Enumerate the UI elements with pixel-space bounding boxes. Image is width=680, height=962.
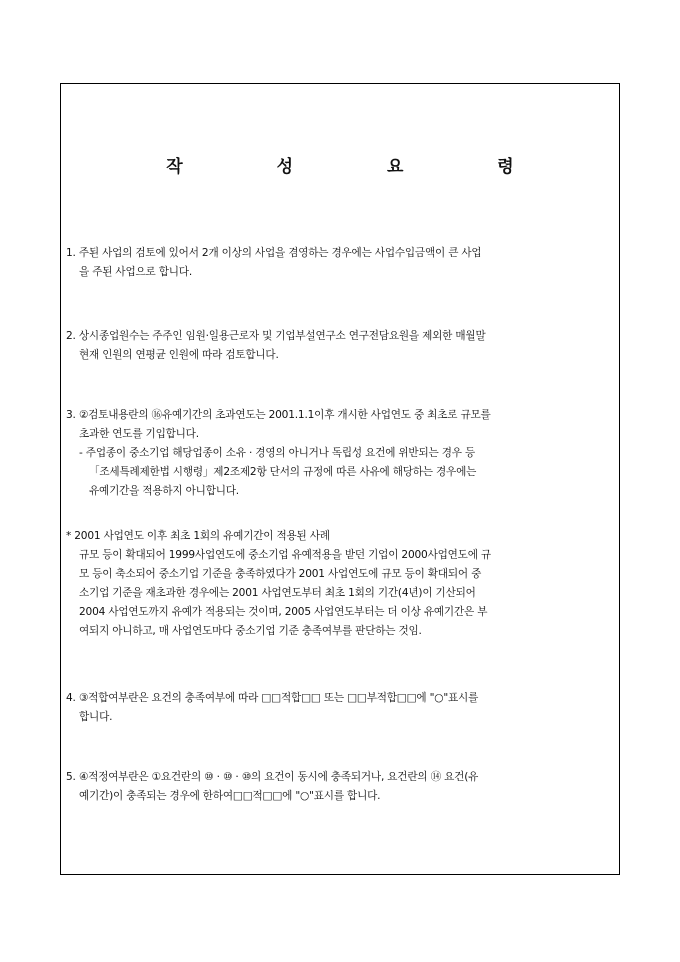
note-line-2: 규모 등이 확대되어 1999사업연도에 중소기업 유예적용을 받던 기업이 2000사업연도에 규 [79,549,491,561]
instruction-item-4 [66,689,614,727]
example-note [66,527,614,641]
page-title: 작 성 요 령 [166,157,558,177]
instruction-item-2 [66,327,614,365]
item-5-line-1: 5. ④적정여부란은 ①요건란의 ⑩ · ⑩ · ⑩의 요건이 동시에 충족되거나, 요건란의 ⑭ 요건(유 [66,771,479,783]
note-line-1: * 2001 사업연도 이후 최초 1회의 유예기간이 적용된 사례 [66,530,330,542]
instruction-item-1 [66,244,614,282]
note-line-4: 소기업 기준을 재초과한 경우에는 2001 사업연도부터 최초 1회의 기간(4년)이 기산되어 [79,587,476,599]
item-3-line-1: 3. ②검토내용란의 ⑯유예기간의 초과연도는 2001.1.1이후 개시한 사업연도 중 최초로 규모를 [66,409,491,421]
instruction-item-5 [66,768,614,806]
item-4-line-1: 4. ③적합여부란은 요건의 충족여부에 따라 □□적합□□ 또는 □□부적합□□에 "○"표시를 [66,692,479,704]
item-1-line-2: 을 주된 사업으로 합니다. [79,266,193,278]
item-3-line-2: 초과한 연도를 기입합니다. [79,428,199,440]
item-3-sub-line-1: - 주업종이 중소기업 해당업종이 소유 · 경영의 아니거나 독립성 요건에 위반되는 경우 등 [79,447,475,459]
item-4-line-2: 합니다. [79,711,113,723]
item-5-line-2: 예기간)이 충족되는 경우에 한하여□□적□□에 "○"표시를 합니다. [79,790,381,802]
instruction-item-3 [66,406,614,501]
note-line-3: 모 등이 축소되어 중소기업 기준을 충족하였다가 2001 사업연도에 규모 등이 확대되어 중 [79,568,482,580]
item-2-line-2: 현재 인원의 연평균 인원에 따라 검토합니다. [79,349,279,361]
note-line-5: 2004 사업연도까지 유예가 적용되는 것이며, 2005 사업연도부터는 더 이상 유예기간은 부 [79,606,488,618]
item-3-sub-line-2: 「조세특례제한법 시행령」제2조제2항 단서의 규정에 따른 사유에 해당하는 경우에는 [89,466,477,478]
item-2-line-1: 2. 상시종업원수는 주주인 임원·일용근로자 및 기업부설연구소 연구전담요원을 제외한 매월말 [66,330,486,342]
item-1-line-1: 1. 주된 사업의 검토에 있어서 2개 이상의 사업을 겸영하는 경우에는 사업수입금액이 큰 사업 [66,247,482,259]
item-3-sub-line-3: 유예기간을 적용하지 아니합니다. [89,485,239,497]
note-line-6: 여되지 아니하고, 매 사업연도마다 중소기업 기준 충족여부를 판단하는 것임. [79,625,422,637]
